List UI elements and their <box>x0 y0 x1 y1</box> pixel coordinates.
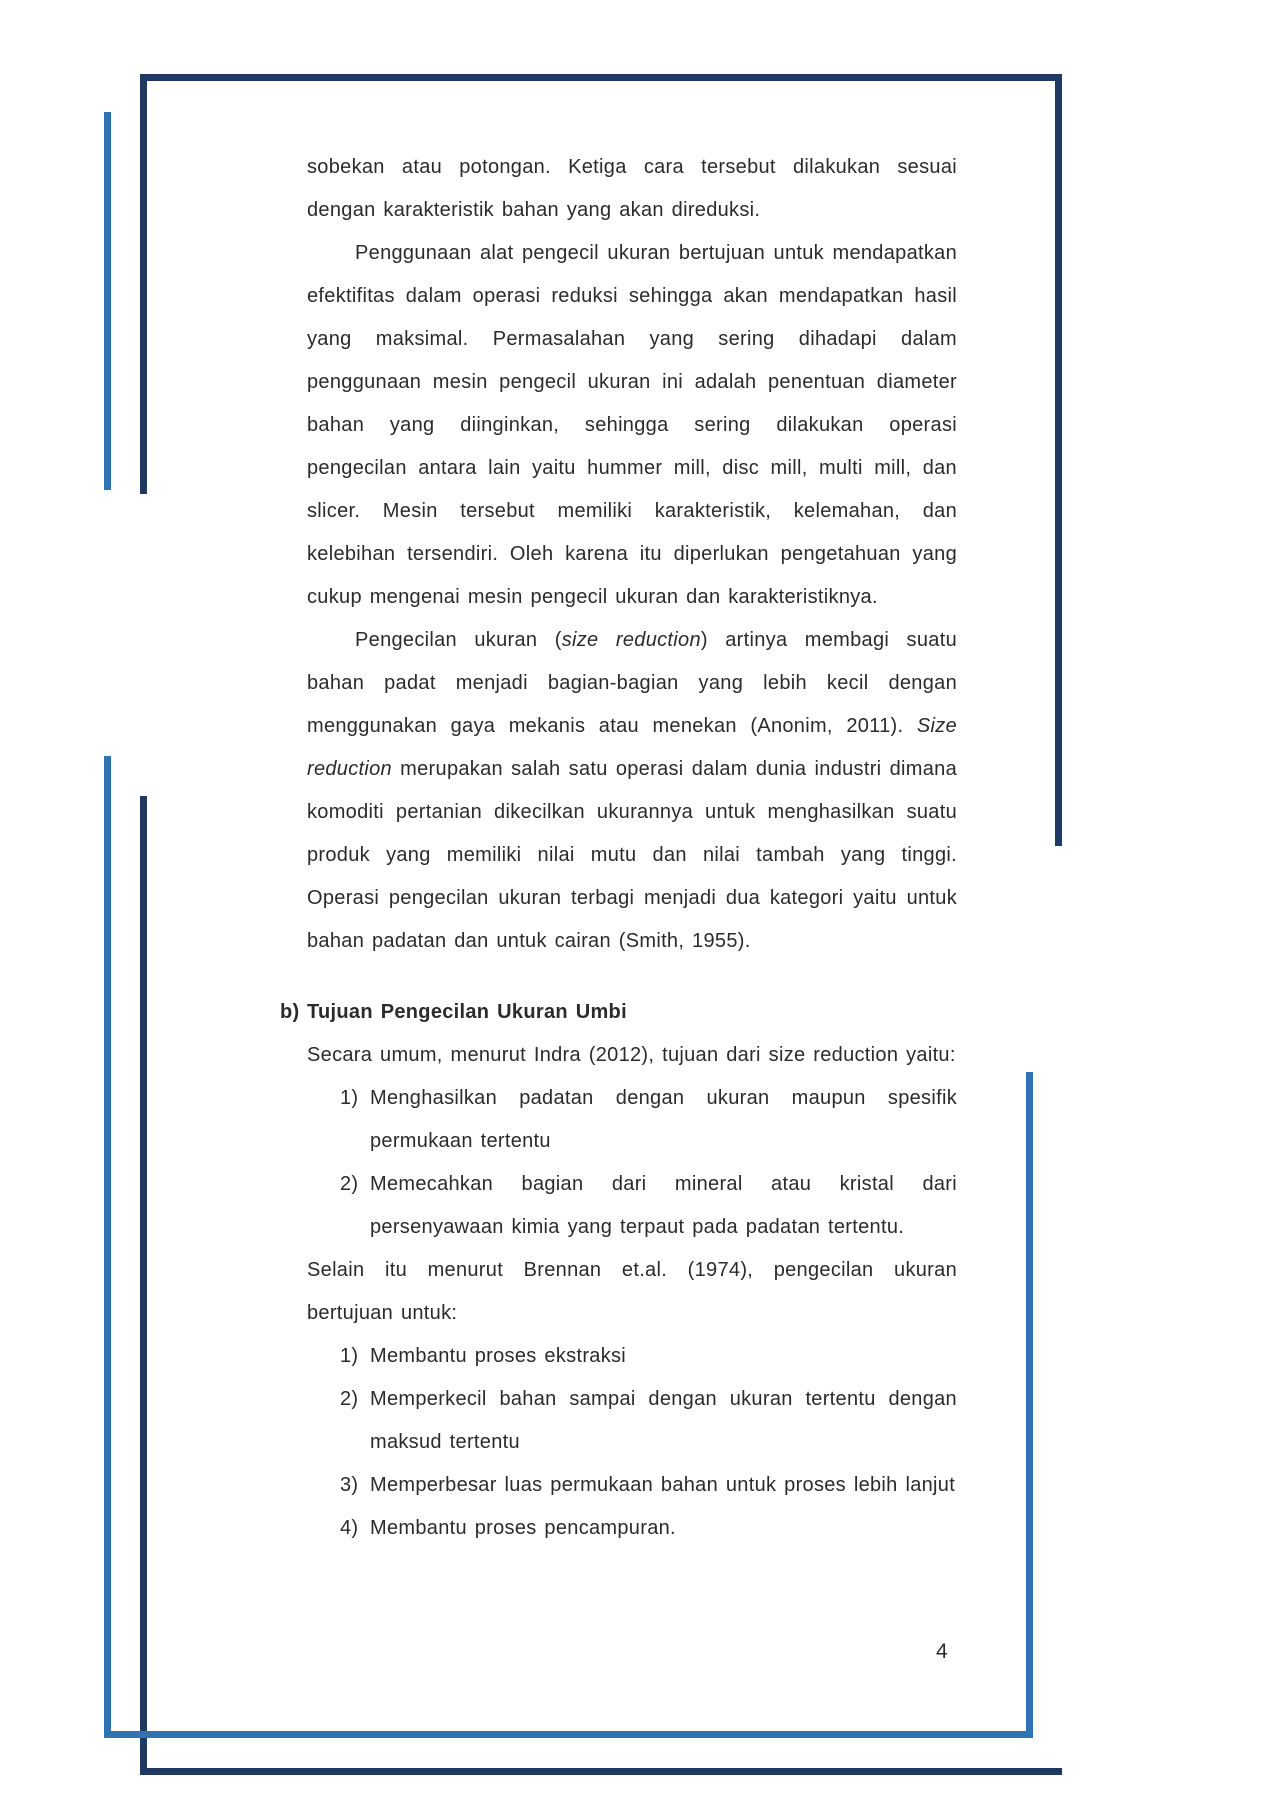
list-item-text: Memperkecil bahan sampai dengan ukuran tertentu dengan maksud tertentu <box>370 1388 957 1453</box>
list-item <box>307 1335 957 1378</box>
italic-text-segment: Size reduction <box>307 715 957 780</box>
list-item <box>307 1378 957 1464</box>
list-item <box>307 1464 957 1507</box>
list-a <box>307 1077 957 1249</box>
text-segment: Pengecilan ukuran ( <box>355 629 562 651</box>
frame-light-left-upper <box>104 112 111 490</box>
section-b-title: Tujuan Pengecilan Ukuran Umbi <box>307 1001 627 1023</box>
list-b-intro: Selain itu menurut Brennan et.al. (1974), pengecilan ukuran bertujuan untuk: <box>307 1259 957 1324</box>
frame-light-right-lower <box>1026 1072 1033 1738</box>
paragraph-continuation: sobekan atau potongan. Ketiga cara tersebut dilakukan sesuai dengan karakteristik bahan yang akan direduksi. <box>307 156 957 221</box>
list-item-number: 3) <box>340 1474 359 1496</box>
list-a-intro: Secara umum, menurut Indra (2012), tujuan dari size reduction yaitu: <box>307 1044 956 1066</box>
frame-dark-left-lower <box>140 796 147 1775</box>
text-segment: merupakan salah satu operasi dalam dunia industri dimana komoditi pertanian dikecilkan ukurannya untuk menghasilkan suatu produk yang memiliki nilai mutu dan nilai tambah yang tinggi. Operasi pengecilan ukuran terbagi menjadi dua kategori yaitu untuk bahan padatan dan untuk cairan (Smith, 1955). <box>307 758 957 952</box>
frame-light-left-lower <box>104 756 111 1738</box>
list-item <box>307 1077 957 1163</box>
list-item <box>307 1163 957 1249</box>
list-item-number: 2) <box>340 1388 359 1410</box>
frame-dark-left-upper <box>140 74 147 494</box>
list-item-text: Membantu proses ekstraksi <box>370 1345 627 1367</box>
italic-text-segment: size reduction <box>561 629 701 651</box>
list-item <box>307 1507 957 1550</box>
frame-dark-right-upper <box>1055 74 1062 846</box>
frame-light-bottom <box>104 1731 1033 1738</box>
list-item-number: 2) <box>340 1173 359 1195</box>
paragraph-alat-pengecil: Penggunaan alat pengecil ukuran bertujuan untuk mendapatkan efektifitas dalam operasi reduksi sehingga akan mendapatkan hasil yang maksimal. Permasalahan yang sering dihadapi dalam penggunaan mesin pengecil ukuran ini adalah penentuan diameter bahan yang diinginkan, sehingga sering dilakukan operasi pengecilan antara lain yaitu hummer mill, disc mill, multi mill, dan slicer. Mesin tersebut memiliki karakteristik, kelemahan, dan kelebihan tersendiri. Oleh karena itu diperlukan pengetahuan yang cukup mengenai mesin pengecil ukuran dan karakteristiknya. <box>307 242 957 608</box>
list-item-number: 4) <box>340 1517 359 1539</box>
frame-dark-bottom <box>140 1768 1062 1775</box>
list-item-text: Memperbesar luas permukaan bahan untuk proses lebih lanjut <box>370 1474 956 1496</box>
frame-dark-top <box>140 74 1062 81</box>
section-b-heading <box>280 991 957 1034</box>
text-segment: ) artinya membagi suatu bahan padat menjadi bagian-bagian yang lebih kecil dengan menggunakan gaya mekanis atau menekan (Anonim, 2011). <box>307 629 957 737</box>
list-item-number: 1) <box>340 1345 359 1367</box>
section-b-marker: b) <box>280 1001 300 1023</box>
page-content <box>280 146 957 1550</box>
page-number: 4 <box>936 1640 948 1663</box>
list-item-text: Memecahkan bagian dari mineral atau kristal dari persenyawaan kimia yang terpaut pada padatan tertentu. <box>370 1173 957 1238</box>
list-item-number: 1) <box>340 1087 359 1109</box>
paragraph-size-reduction-definition <box>307 619 957 963</box>
list-item-text: Menghasilkan padatan dengan ukuran maupun spesifik permukaan tertentu <box>370 1087 957 1152</box>
list-item-text: Membantu proses pencampuran. <box>370 1517 676 1539</box>
list-b <box>307 1335 957 1550</box>
